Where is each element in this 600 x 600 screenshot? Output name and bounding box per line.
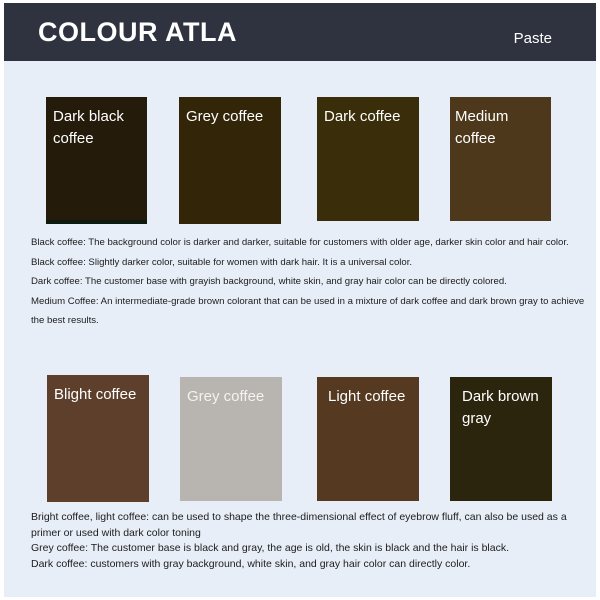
page-title: COLOUR ATLA (38, 17, 237, 47)
swatch-label: Dark brown gray (462, 388, 539, 427)
swatch-label: Blight coffee (54, 386, 137, 403)
description-block-top (31, 233, 593, 331)
description-line: Medium Coffee: An intermediate-grade brown colorant that can be used in a mixture of dark coffee and dark brown gray to achieve the best results. (31, 295, 585, 326)
description-block-bottom (31, 510, 593, 572)
description-line: Black coffee: Slightly darker color, suitable for women with dark hair. It is a universal color. (31, 256, 413, 268)
swatch-dark-coffee (317, 97, 419, 221)
colour-atlas-panel (4, 3, 596, 597)
description-line: Bright coffee, light coffee: can be used to shape the three-dimensional effect of eyebrow fluff, can also be used as a primer or used with dark color toning (31, 511, 567, 539)
swatch-label: Grey coffee (187, 388, 265, 405)
swatch-dark-brown-gray (450, 377, 552, 501)
swatch-dark-black-coffee (46, 97, 147, 224)
description-line: Dark coffee: customers with gray background, white skin, and gray hair color can directly color. (31, 557, 471, 570)
swatch-bottom-edge (46, 220, 147, 224)
swatch-blight-coffee (47, 375, 149, 502)
swatch-light-coffee (317, 377, 419, 501)
swatch-label: Dark black coffee (53, 108, 124, 147)
paste-button[interactable]: Paste (513, 30, 552, 47)
swatch-grey-coffee (179, 97, 281, 224)
swatch-label: Dark coffee (324, 108, 401, 125)
description-line: Grey coffee: The customer base is black and gray, the age is old, the skin is black and the hair is black. (31, 542, 510, 554)
swatch-medium-coffee (450, 97, 551, 221)
swatch-grey-coffee-light (180, 377, 282, 501)
description-line: Dark coffee: The customer base with grayish background, white skin, and gray hair color can be directly colored. (31, 276, 507, 287)
description-line: Black coffee: The background color is darker and darker, suitable for customers with older age, darker skin color and hair color. (31, 237, 569, 248)
swatch-label: Grey coffee (186, 108, 264, 125)
swatch-label: Medium coffee (455, 108, 509, 147)
swatch-label: Light coffee (328, 388, 406, 405)
header-bar (4, 3, 596, 61)
